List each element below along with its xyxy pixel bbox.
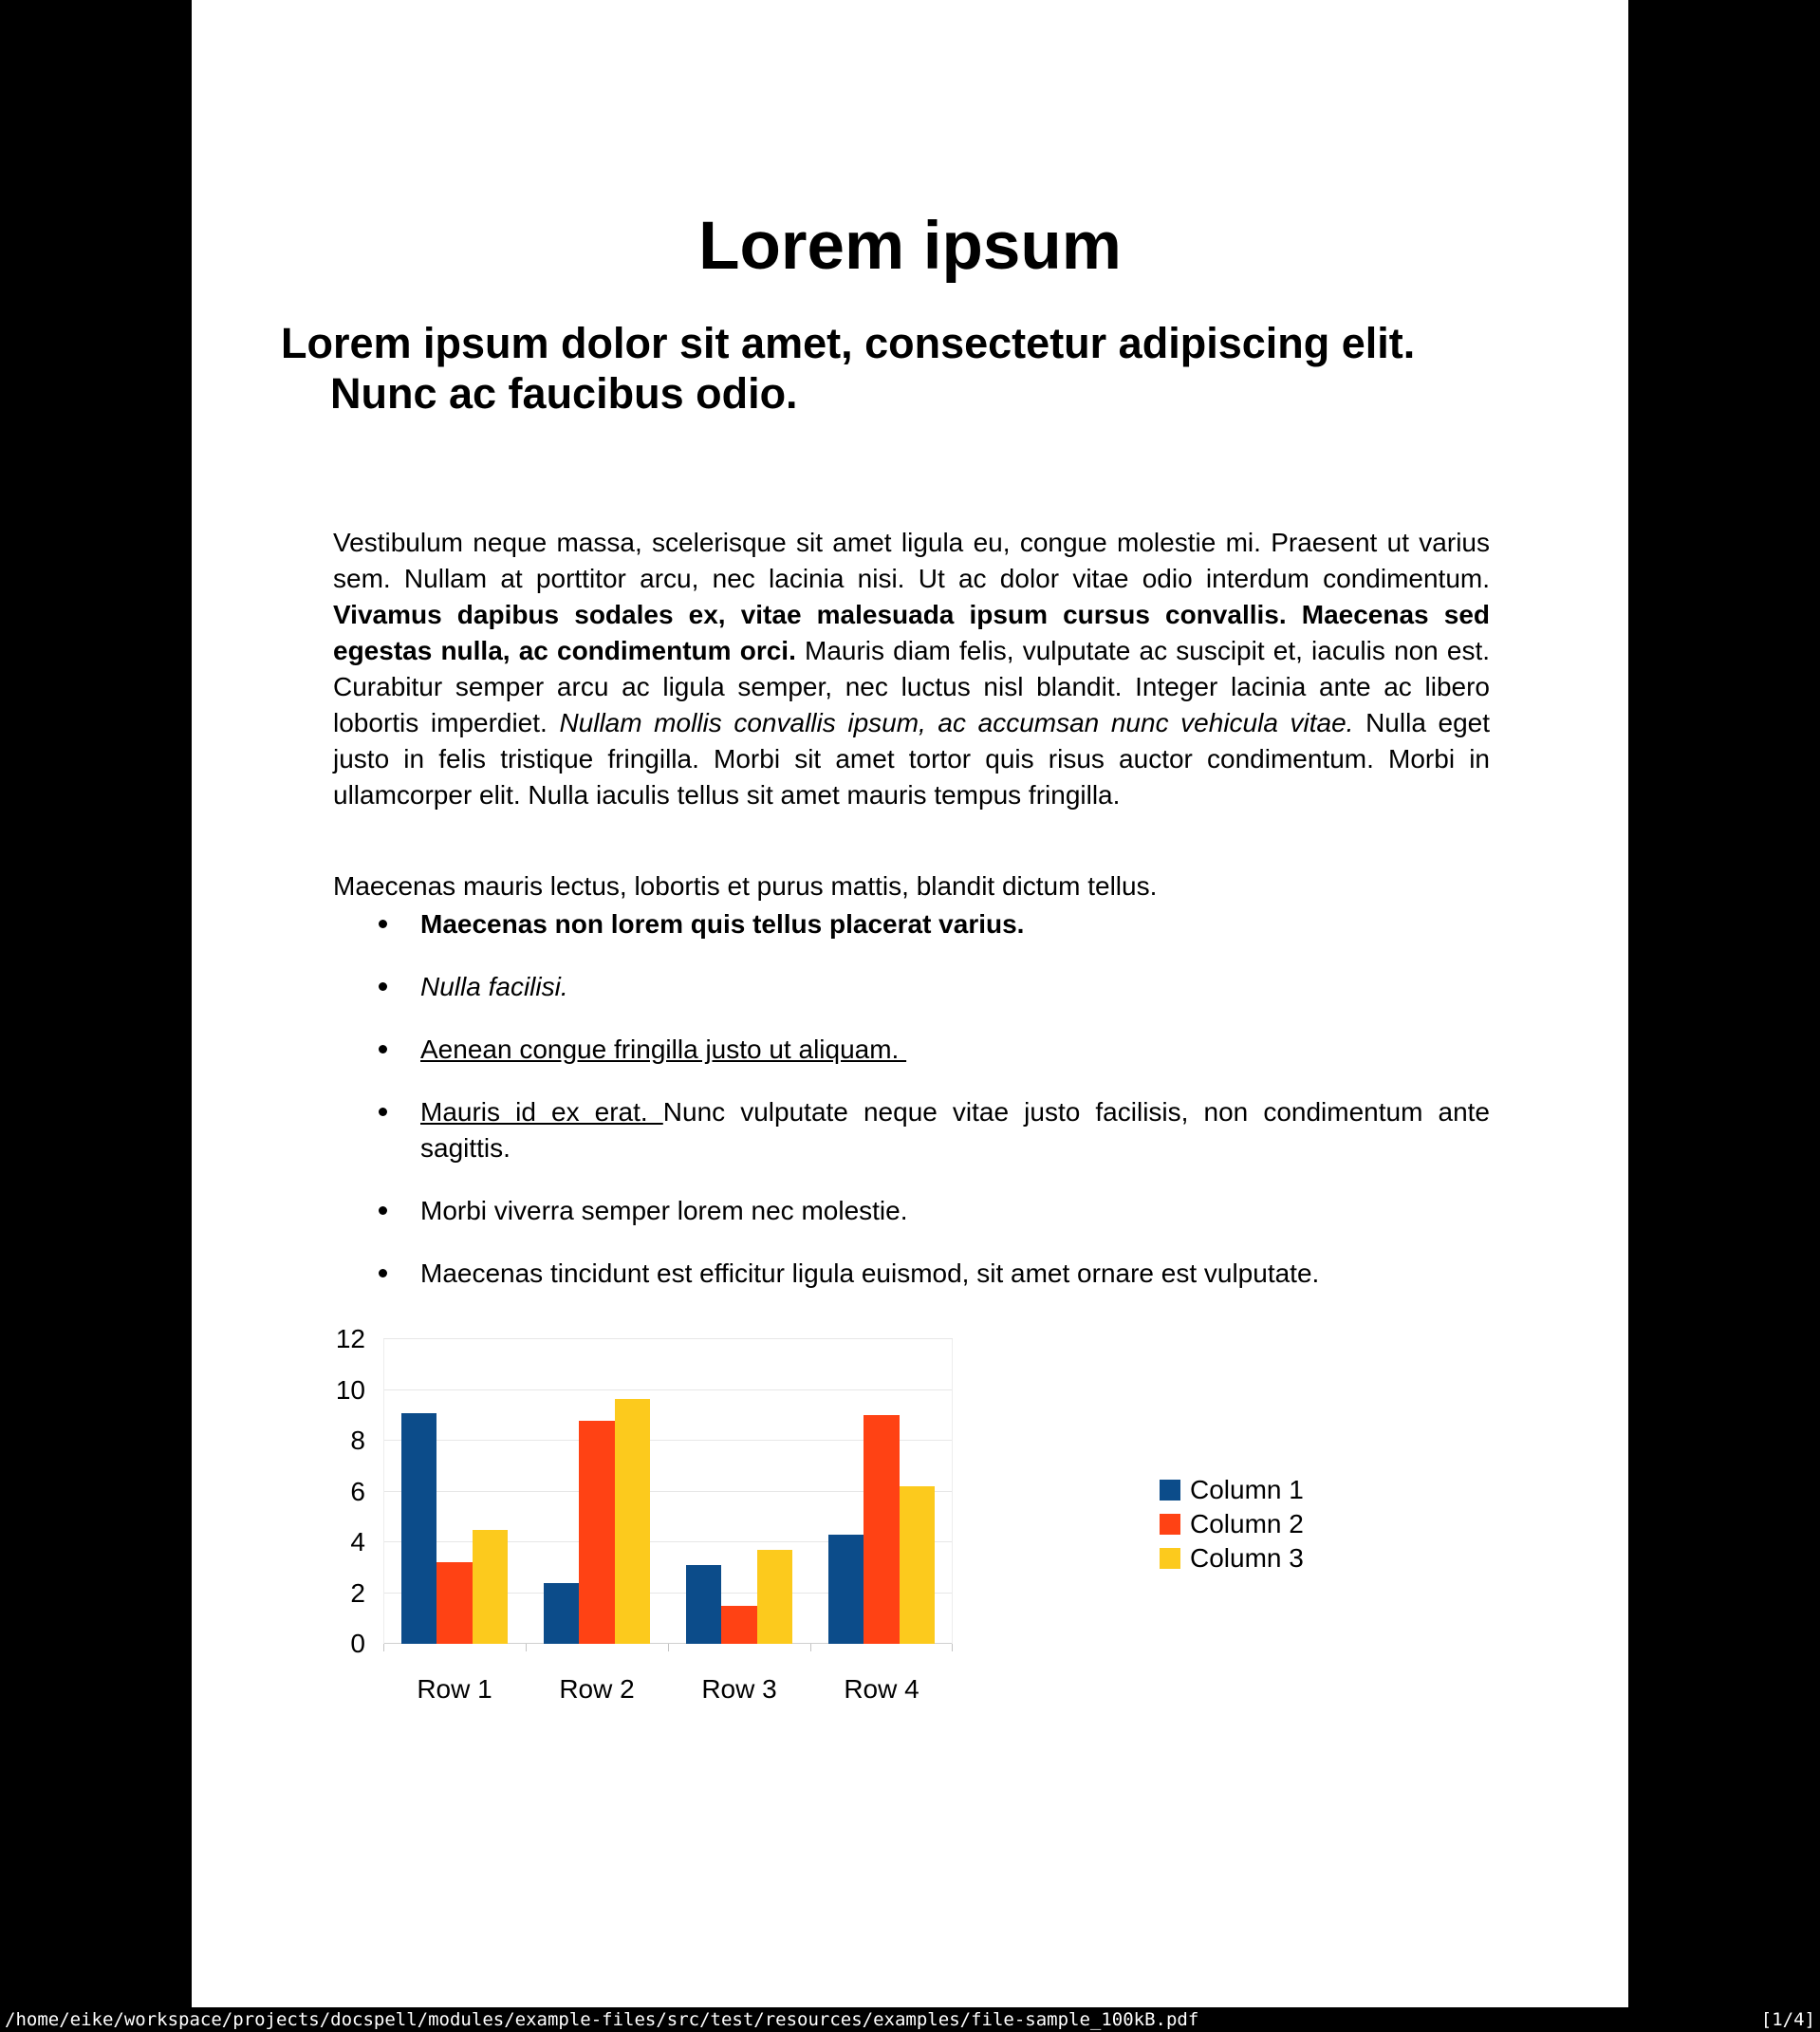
bar-row2-column1: [544, 1583, 580, 1644]
chart-legend: [1160, 1473, 1304, 1575]
heading-line-1: Lorem ipsum dolor sit amet, consectetur adipiscing elit.: [281, 319, 1416, 367]
list-item: [192, 1256, 1490, 1292]
gridline-y10: [383, 1389, 953, 1390]
legend-label: Column 3: [1190, 1543, 1304, 1573]
statusbar: [0, 2007, 1820, 2032]
bullet-list: [192, 906, 1628, 1318]
bar-row2-column2: [579, 1421, 615, 1644]
plot-edge-line: [952, 1339, 953, 1644]
bullet-icon: [379, 982, 387, 991]
text-segment-bold: Maecenas non lorem quis tellus placerat varius.: [420, 909, 1025, 939]
text-segment-bold: Vivamus dapibus sodales ex, vitae malesuada ipsum cursus convallis. Maecenas sed egestas nulla, ac condimentum orci.: [333, 600, 1490, 665]
x-axis-tick: [383, 1644, 384, 1651]
bar-row1-column3: [473, 1530, 509, 1644]
list-item: [192, 1193, 1490, 1229]
text-segment-normal: Vestibulum neque massa, scelerisque sit amet ligula eu, congue molestie mi. Praesent ut varius sem. Nullam at porttitor arcu, nec lacinia nisi. Ut ac dolor vitae odio interdum condimentum.: [333, 528, 1490, 593]
y-axis-tick-label: 10: [335, 1374, 365, 1405]
legend-item: [1160, 1473, 1304, 1507]
text-segment-italic: Nullam mollis convallis ipsum, ac accumsan nunc vehicula vitae.: [559, 708, 1366, 737]
text-segment-italic: Nulla facilisi.: [420, 972, 568, 1001]
document-title: Lorem ipsum: [698, 208, 1122, 284]
chart-plot-area: [383, 1339, 953, 1644]
y-axis-tick-label: 12: [335, 1324, 365, 1353]
y-axis-tick-label: 6: [350, 1476, 365, 1506]
list-item: [192, 906, 1490, 942]
bar-row3-column3: [757, 1550, 793, 1644]
bullet-icon: [379, 1045, 387, 1053]
y-axis-tick-label: 8: [350, 1426, 365, 1455]
heading-line-2: Nunc ac faucibus odio.: [330, 369, 798, 418]
bullet-icon: [379, 1269, 387, 1277]
bullet-icon: [379, 1206, 387, 1215]
x-axis-tick: [668, 1644, 669, 1651]
body-paragraph-2: Maecenas mauris lectus, lobortis et purus mattis, blandit dictum tellus.: [333, 871, 1158, 901]
y-axis-tick-label: 2: [350, 1577, 365, 1608]
list-item: [192, 1032, 1490, 1068]
body-paragraph-1: [333, 525, 1490, 813]
plot-edge-line: [383, 1339, 384, 1644]
legend-label: Column 2: [1190, 1509, 1304, 1538]
text-segment-underline: Mauris id ex erat.: [420, 1097, 663, 1127]
x-axis-tick: [526, 1644, 527, 1651]
legend-item: [1160, 1541, 1304, 1575]
statusbar-page-indicator: [1/4]: [1760, 2009, 1815, 2030]
bar-row1-column2: [436, 1562, 473, 1644]
list-item: [192, 969, 1490, 1005]
bullet-icon: [379, 920, 387, 928]
bullet-icon: [379, 1108, 387, 1116]
legend-item: [1160, 1507, 1304, 1541]
x-axis-category-label: Row 2: [559, 1674, 635, 1704]
legend-swatch-icon: [1160, 1514, 1180, 1535]
x-axis-category-label: Row 4: [844, 1674, 919, 1704]
text-segment-normal: Nulla eget justo in felis tristique fringilla. Morbi sit amet tortor quis risus auctor condimentum. Morbi in ullamcorper elit. Nulla iaculis tellus sit amet mauris tempus fringilla.: [333, 708, 1490, 810]
x-axis-tick: [810, 1644, 811, 1651]
gridline-y12: [383, 1338, 953, 1339]
x-axis-tick: [952, 1644, 953, 1651]
bar-row4-column3: [900, 1486, 936, 1644]
legend-swatch-icon: [1160, 1548, 1180, 1569]
bar-row4-column1: [828, 1535, 864, 1644]
bar-row2-column3: [615, 1399, 651, 1644]
y-axis-tick-label: 4: [350, 1527, 365, 1557]
text-segment-normal: Nunc vulputate neque vitae justo facilisis, non condimentum ante sagittis.: [420, 1097, 1490, 1163]
pdf-page[interactable]: [192, 0, 1628, 2007]
text-segment-normal: Maecenas tincidunt est efficitur ligula euismod, sit amet ornare est vulputate.: [420, 1258, 1320, 1288]
x-axis-category-label: Row 3: [701, 1674, 777, 1704]
bar-row3-column2: [721, 1606, 757, 1644]
statusbar-file-path: /home/eike/workspace/projects/docspell/modules/example-files/src/test/resources/examples/file-sample_100kB.pdf: [5, 2009, 1199, 2030]
legend-label: Column 1: [1190, 1475, 1304, 1504]
legend-swatch-icon: [1160, 1480, 1180, 1501]
bar-row4-column2: [864, 1415, 900, 1644]
text-segment-normal: Morbi viverra semper lorem nec molestie.: [420, 1196, 908, 1225]
list-item: [192, 1094, 1490, 1166]
x-axis-category-label: Row 1: [417, 1674, 492, 1704]
text-segment-underline: Aenean congue fringilla justo ut aliquam.: [420, 1035, 907, 1064]
bar-row3-column1: [686, 1565, 722, 1644]
bar-row1-column1: [401, 1413, 437, 1644]
text-segment-normal: Mauris diam felis, vulputate ac suscipit et, iaculis non est. Curabitur semper arcu ac ligula semper, nec luctus nisl blandit. Integer lacinia ante ac libero lobortis imperdiet.: [333, 636, 1490, 737]
y-axis-tick-label: 0: [350, 1629, 365, 1658]
